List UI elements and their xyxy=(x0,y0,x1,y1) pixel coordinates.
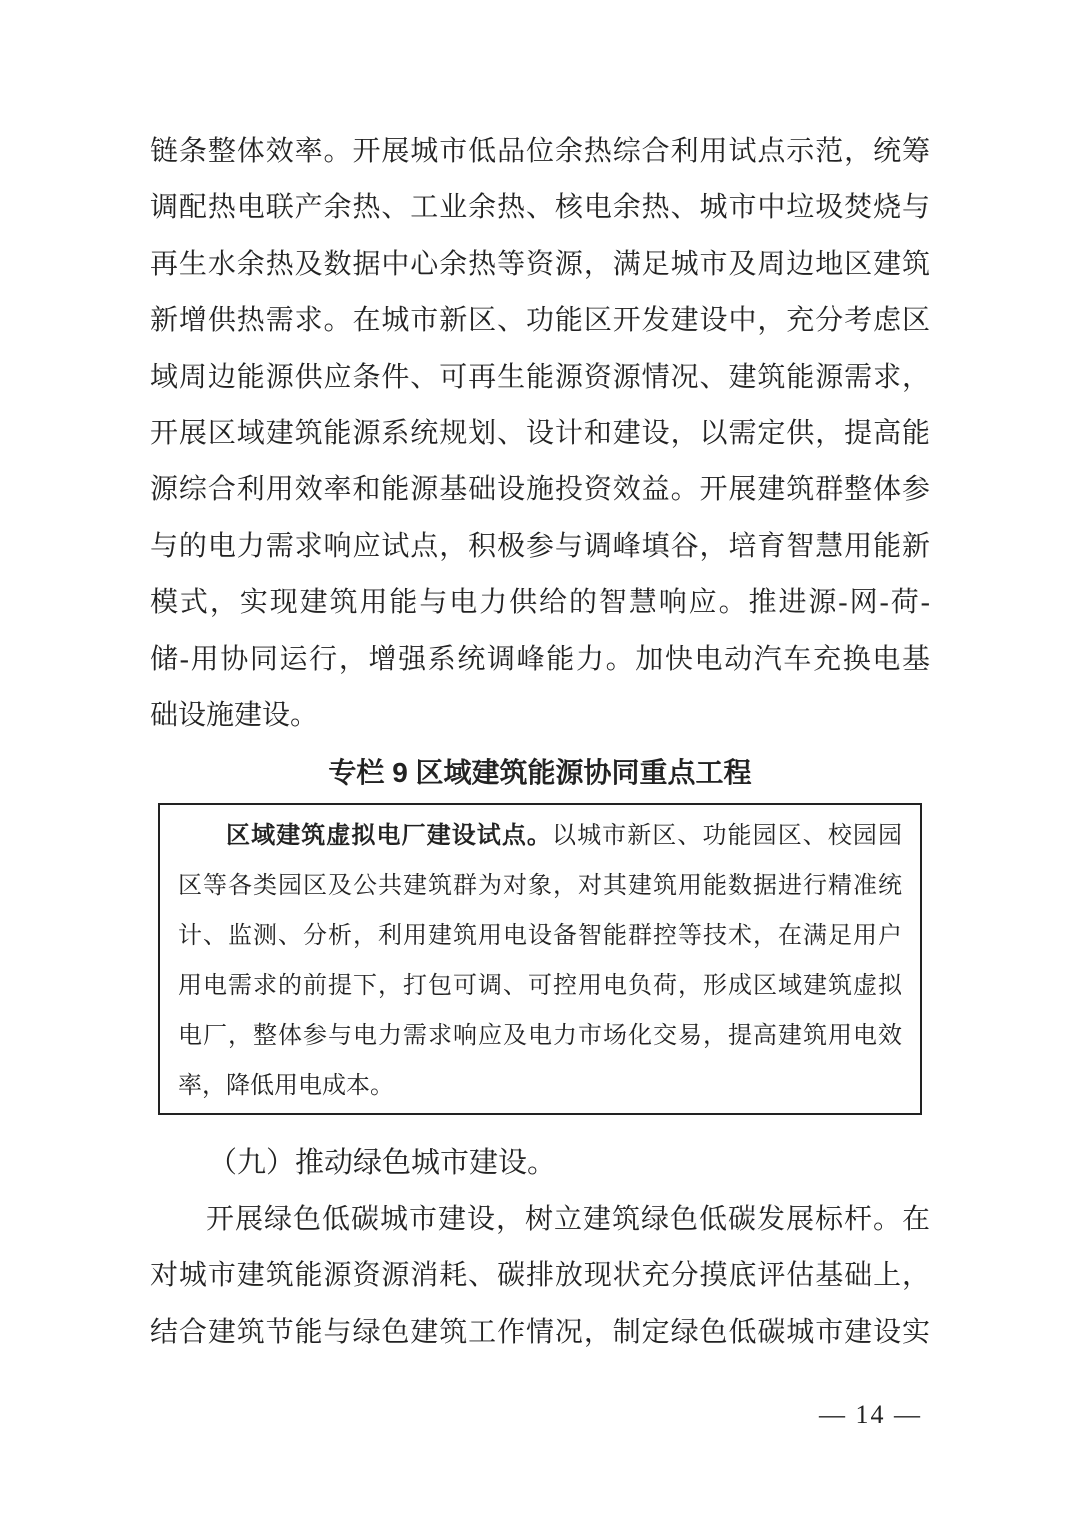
text-line: 结合建筑节能与绿色建筑工作情况，制定绿色低碳城市建设实 xyxy=(150,1316,930,1348)
text-line: 调配热电联产余热、工业余热、核电余热、城市中垃圾焚烧与 xyxy=(150,192,930,224)
column-box-heading: 专栏 9 区域建筑能源协同重点工程 xyxy=(328,757,752,788)
text-line: 对城市建筑能源资源消耗、碳排放现状充分摸底评估基础上， xyxy=(150,1260,930,1292)
body-paragraph-top xyxy=(150,124,930,744)
text-line: 源综合利用效率和能源基础设施投资效益。开展建筑群整体参 xyxy=(150,474,930,506)
page-number: — 14 — xyxy=(819,1400,922,1429)
box-first-line-text: 以城市新区、功能园区、校园园 xyxy=(552,823,902,849)
feature-box xyxy=(158,803,922,1115)
text-line: 域周边能源供应条件、可再生能源资源情况、建筑能源需求， xyxy=(150,361,930,393)
box-text-line: 电厂，整体参与电力需求响应及电力市场化交易，提高建筑用电效 xyxy=(178,1023,902,1049)
box-text-line: 用电需求的前提下，打包可调、可控用电负荷，形成区域建筑虚拟 xyxy=(178,973,902,999)
text-line: 链条整体效率。开展城市低品位余热综合利用试点示范，统筹 xyxy=(150,136,930,167)
text-line: 新增供热需求。在城市新区、功能区开发建设中，充分考虑区 xyxy=(150,305,930,337)
box-first-line xyxy=(178,811,902,861)
text-line: 开展区域建筑能源系统规划、设计和建设，以需定供，提高能 xyxy=(150,418,930,450)
text-line: 与的电力需求响应试点，积极参与调峰填谷，培育智慧用能新 xyxy=(150,530,930,562)
box-text-line: 计、监测、分析，利用建筑用电设备智能群控等技术，在满足用户 xyxy=(178,923,902,949)
text-line: 模式，实现建筑用能与电力供给的智慧响应。推进源-网-荷- xyxy=(150,587,930,619)
text-line: 础设施建设。 xyxy=(150,700,319,732)
body-paragraph-bottom xyxy=(150,1192,930,1361)
section-heading: （九）推动绿色城市建设。 xyxy=(208,1147,557,1179)
box-text-line: 区等各类园区及公共建筑群为对象，对其建筑用能数据进行精准统 xyxy=(178,873,902,899)
text-line: 储-用协同运行，增强系统调峰能力。加快电动汽车充换电基 xyxy=(150,643,930,675)
box-lead-text: 区域建筑虚拟电厂建设试点。 xyxy=(226,822,552,849)
box-text-line: 率，降低用电成本。 xyxy=(178,1073,394,1099)
text-line: 再生水余热及数据中心余热等资源，满足城市及周边地区建筑 xyxy=(150,248,930,280)
text-line: 开展绿色低碳城市建设，树立建筑绿色低碳发展标杆。在 xyxy=(206,1204,930,1235)
